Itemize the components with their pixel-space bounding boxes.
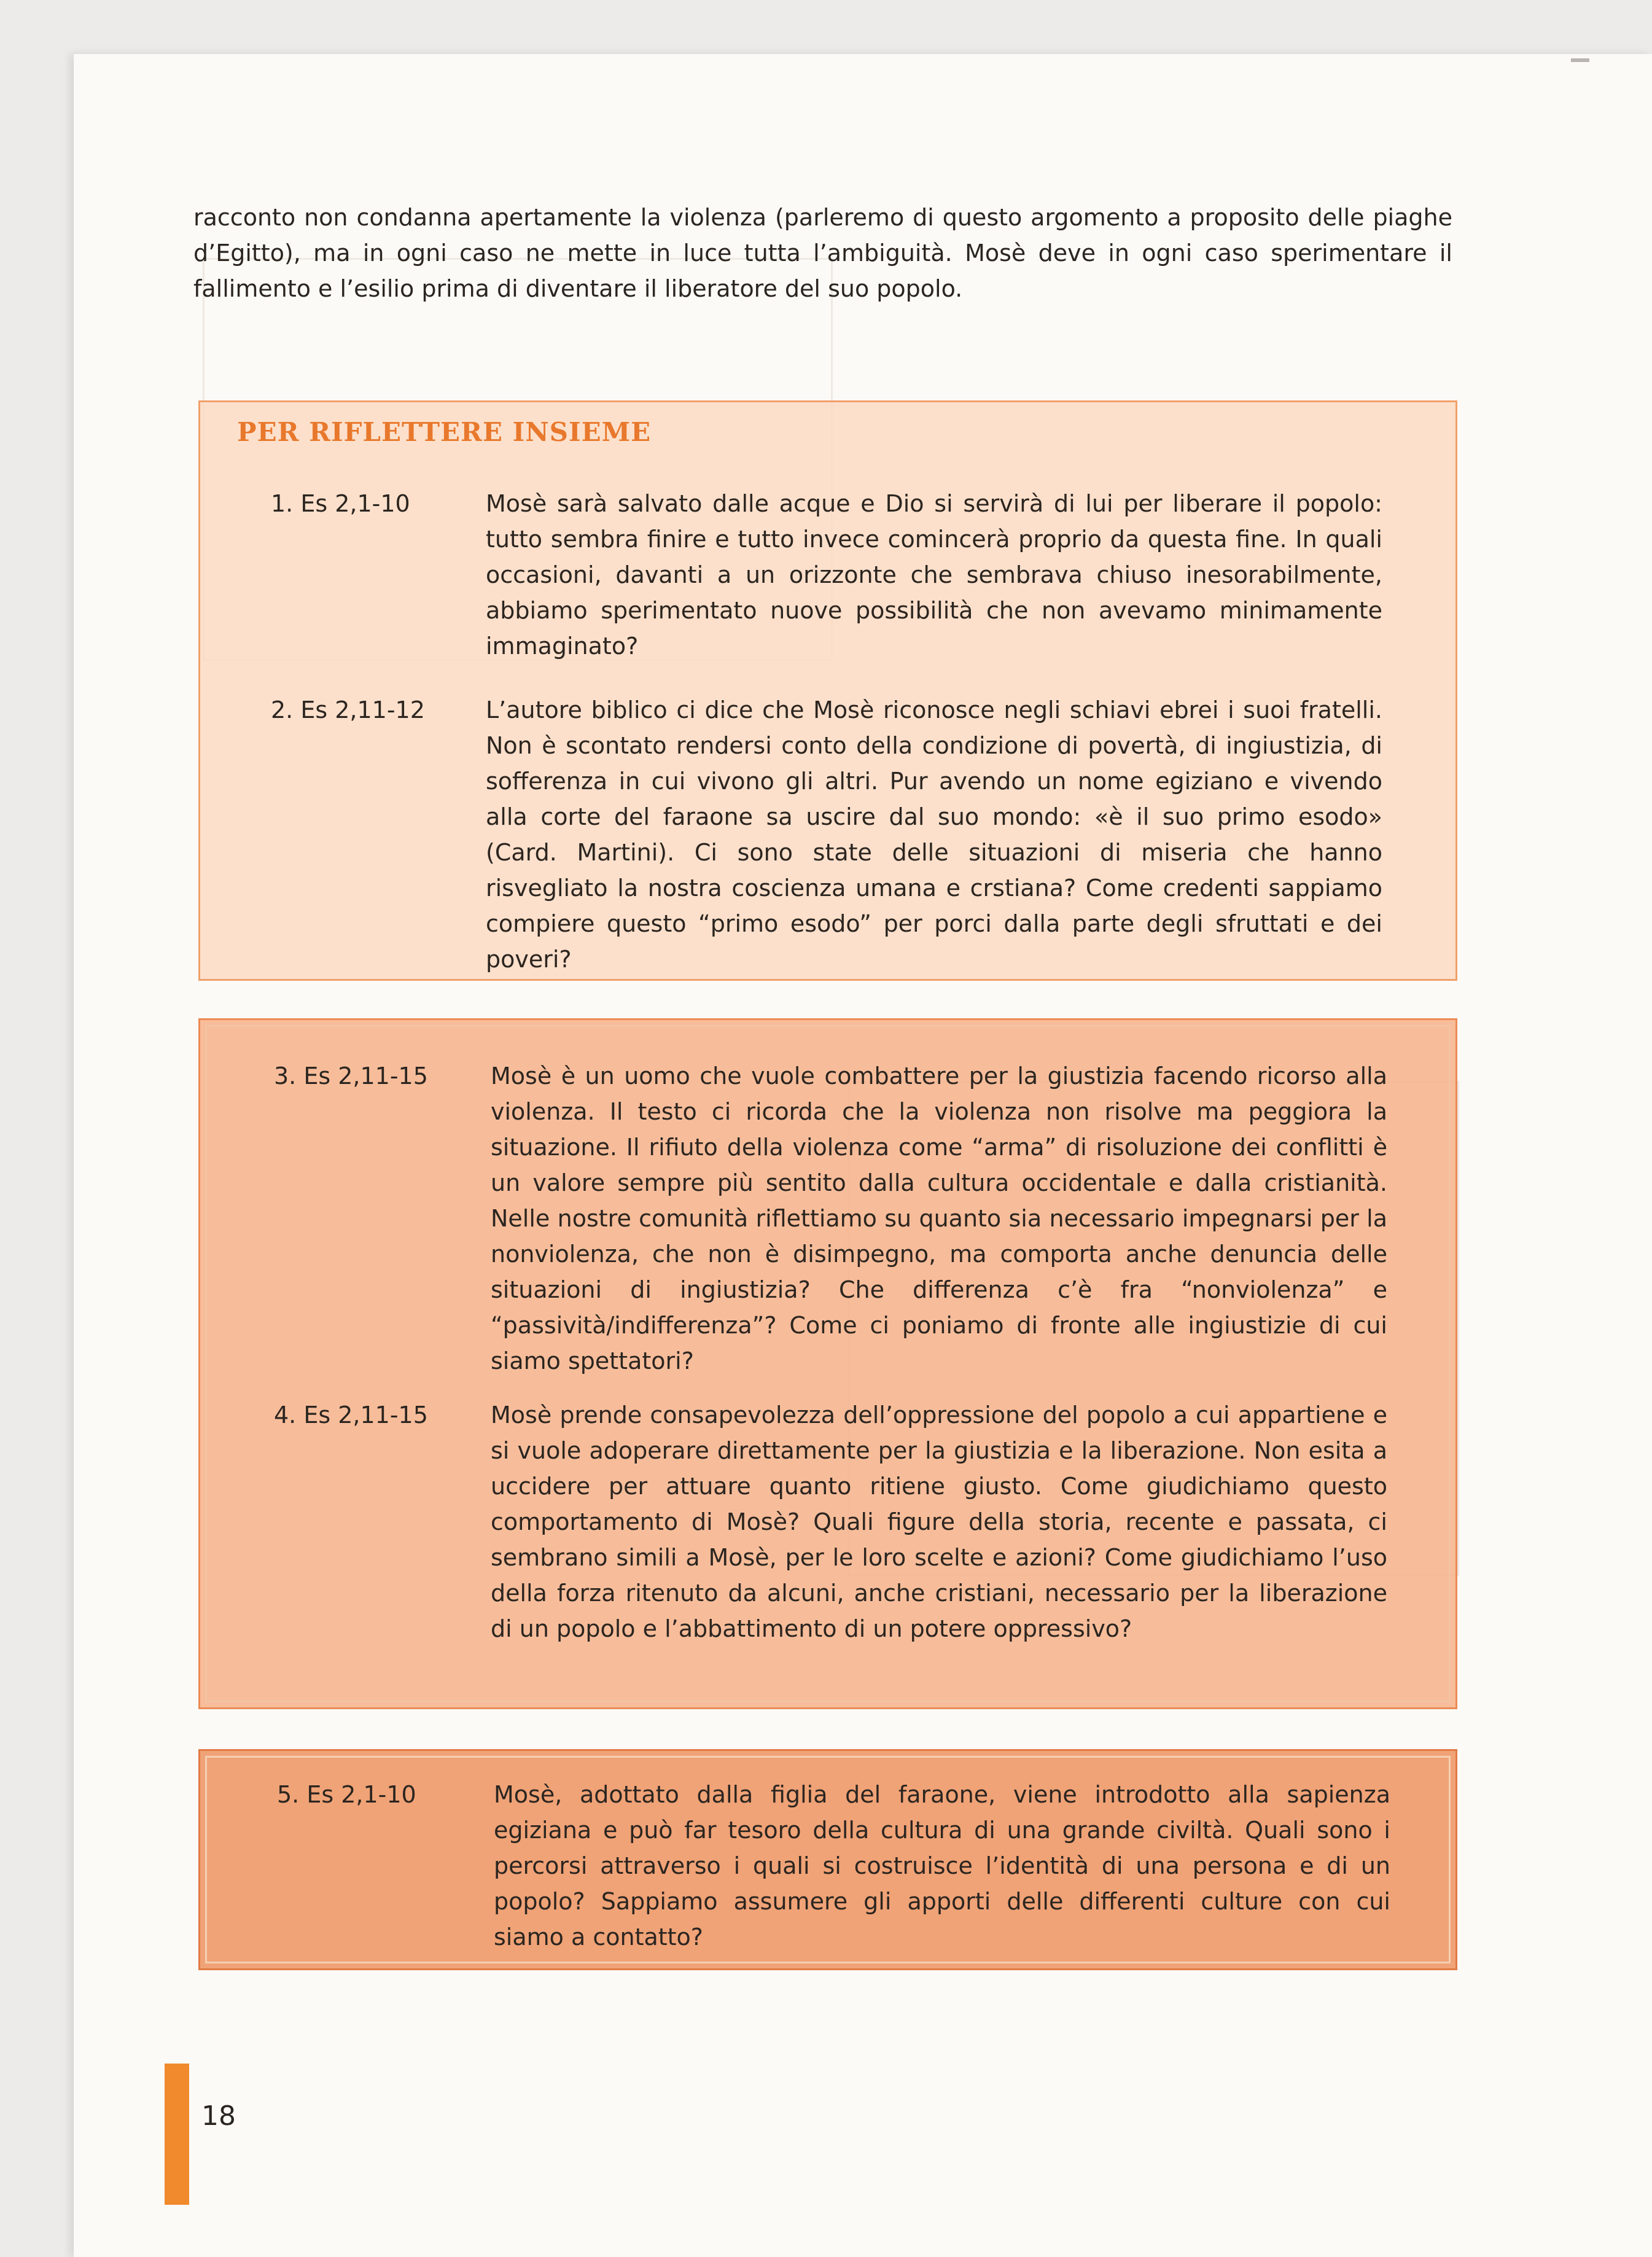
reflection-box-2 [198,1018,1457,1709]
reference-label: 2. Es 2,11-12 [271,696,425,723]
page-number: 18 [201,2100,236,2132]
reference-label: 4. Es 2,11-15 [274,1401,428,1429]
reflection-text: Mosè, adottato dalla figlia del faraone, viene introdotto alla sapienza egiziana e può far tesoro della cultura di una grande civiltà. Quali sono i percorsi attraverso i quali si costruisce l’identità di una persona e di un popolo? Sappiamo assumere gli apporti delle differenti culture con cui siamo a contatto? [494,1781,1390,1951]
reflection-text: Mosè è un uomo che vuole combattere per la giustizia facendo ricorso alla violenza. Il testo ci ricorda che la violenza non risolve ma peggiora la situazione. Il rifiuto della violenza come “arma” di risoluzione dei conflitti è un valore sempre più sentito dalla cultura occidentale e dalla cristianità. Nelle nostre comunità riflettiamo su quanto sia necessario impegnarsi per la nonviolenza, che non è disimpegno, ma comporta anche denuncia delle situazioni di ingiustizia? Che differenza c’è fra “nonviolenza” e “passività/indifferenza”? Come ci poniamo di fronte alle ingiustizie di cui siamo spettatori? [491,1062,1387,1374]
reference-label: 3. Es 2,11-15 [274,1062,428,1090]
intro-paragraph [193,200,1452,306]
reflection-text: Mosè sarà salvato dalle acque e Dio si servirà di lui per liberare il popolo: tutto sembra finire e tutto invece comincerà proprio da questa fine. In quali occasioni, davanti a un orizzonte che sembrava chiuso inesorabilmente, abbiamo sperimentato nuove possibilità che non avevamo minimamente immaginato? [486,490,1382,660]
intro-text: racconto non condanna apertamente la violenza (parleremo di questo argomento a proposito delle piaghe d’Egitto), ma in ogni caso ne mette in luce tutta l’ambiguità. Mosè deve in ogni caso sperimentare il fallimento e l’esilio prima di diventare il liberatore del suo popolo. [193,204,1452,302]
reflection-box-1 [198,400,1457,981]
reference-label: 5. Es 2,1-10 [277,1781,416,1808]
reflection-box-3 [198,1749,1457,1970]
section-title: PER RIFLETTERE INSIEME [237,417,652,447]
reflection-text: Mosè prende consapevolezza dell’oppressione del popolo a cui appartiene e si vuole adoperare direttamente per la giustizia e la liberazione. Non esita a uccidere per attuare quanto ritiene giusto. Come giudichiamo questo comportamento di Mosè? Quali figure della storia, recente e passata, ci sembrano simili a Mosè, per le loro scelte e azioni? Come giudichiamo l’uso della forza ritenuto da alcuni, anche cristiani, necessario per la liberazione di un popolo e l’abbattimento di un potere oppressivo? [491,1401,1387,1642]
edge-mark [1571,58,1589,62]
page-number-accent-bar [165,2064,189,2205]
reference-label: 1. Es 2,1-10 [271,490,410,517]
reflection-text: L’autore biblico ci dice che Mosè riconosce negli schiavi ebrei i suoi fratelli. Non è scontato rendersi conto della condizione di povertà, di ingiustizia, di sofferenza in cui vivono gli altri. Pur avendo un nome egiziano e vivendo alla corte del faraone sa uscire dal suo mondo: «è il suo primo esodo» (Card. Martini). Ci sono state delle situazioni di miseria che hanno risvegliato la nostra coscienza umana e crstiana? Come credenti sappiamo compiere questo “primo esodo” per porci dalla parte degli sfruttati e dei poveri? [486,696,1382,973]
